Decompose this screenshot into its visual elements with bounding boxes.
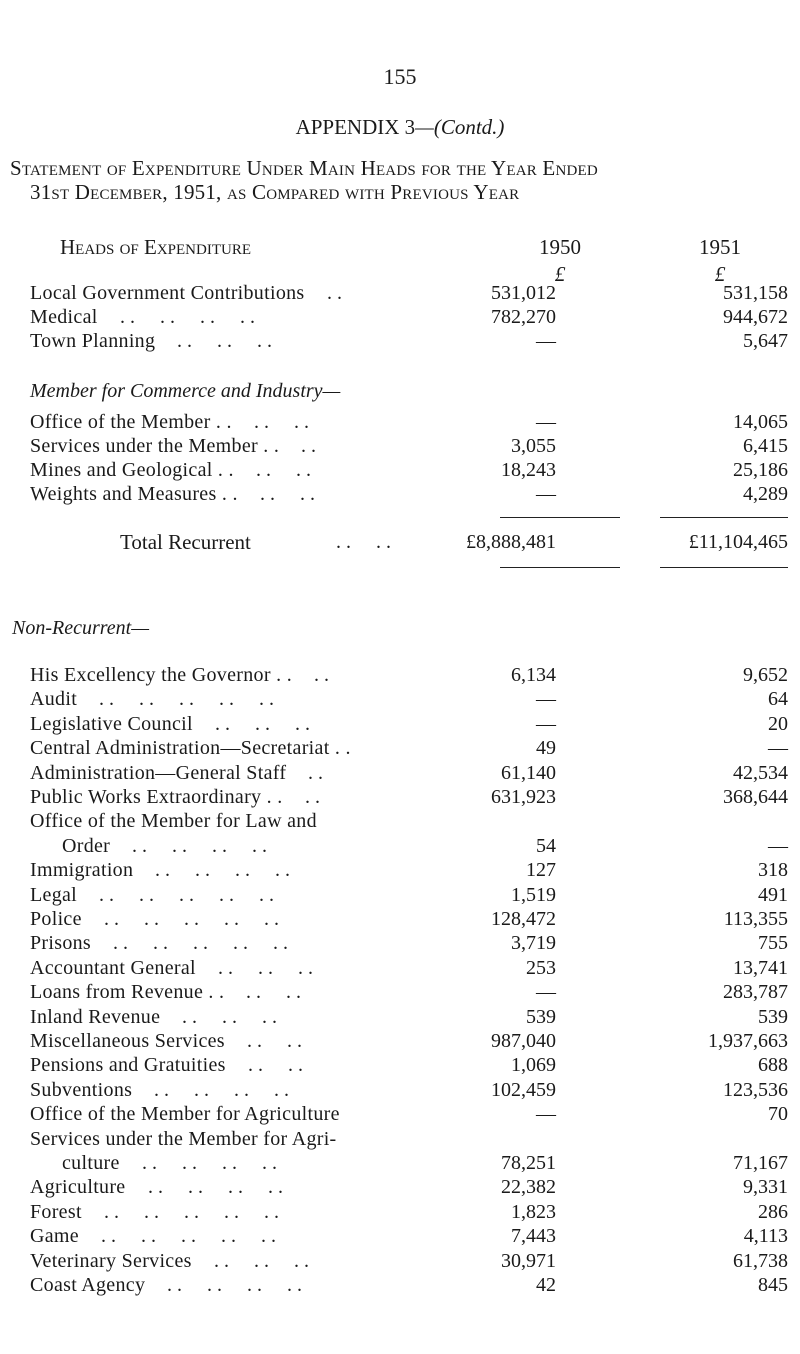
row-label: Office of the Member for Law and (30, 810, 317, 833)
value-1950: 7,443 (511, 1225, 556, 1248)
table-row (0, 882, 800, 908)
leader-dots: . . . . (248, 1054, 303, 1077)
value-1951: 4,289 (743, 483, 788, 505)
value-1950: 78,251 (501, 1152, 556, 1174)
value-1950: 6,134 (511, 664, 556, 686)
value-1950: 30,971 (501, 1249, 556, 1272)
value-1951: 318 (758, 859, 788, 882)
leader-dots: . . . . . . . . . . (99, 883, 274, 906)
row-label: Game (30, 1225, 79, 1248)
row-label: Subventions (30, 1078, 133, 1101)
leader-dots: . . . . . . . . . . (113, 932, 288, 955)
row-label: Accountant General (30, 956, 196, 979)
leader-dots: . . (327, 282, 342, 304)
table-row (0, 1004, 800, 1030)
value-1950: 3,719 (511, 932, 556, 955)
table-row (0, 1126, 800, 1152)
appendix-label: APPENDIX 3 (295, 115, 416, 139)
table-row (0, 280, 800, 306)
leader-dots: . . . . (256, 459, 311, 481)
value-1950: 3,055 (511, 435, 556, 457)
row-label: Services under the Member for Agri- (30, 1127, 337, 1150)
statement-heading-line1: Statement of Expenditure Under Main Heads for the Year Ended (10, 156, 598, 180)
value-1951: 9,652 (743, 664, 788, 686)
value-1950: — (536, 1103, 556, 1126)
leader-dots: . . . . (247, 1030, 302, 1052)
table-row (0, 662, 800, 688)
leader-dots: . . . . . . . . (154, 1078, 289, 1101)
value-1950: — (536, 483, 556, 505)
value-1951: — (768, 834, 788, 857)
value-1951: 283,787 (723, 981, 788, 1004)
leader-dots: . . . . . . (215, 712, 310, 735)
value-1950: 1,823 (511, 1200, 556, 1223)
leader-dots: . . (314, 664, 329, 686)
value-1951: 5,647 (743, 330, 788, 352)
leader-dots: . . . . . . . . (120, 306, 255, 328)
value-1950: 127 (526, 859, 556, 882)
appendix-title (0, 115, 800, 140)
row-label: Public Works Extraordinary . . (30, 786, 283, 808)
page-number: 155 (383, 64, 417, 89)
value-1950: 42 (536, 1274, 556, 1296)
table-row (0, 760, 800, 786)
row-label: Local Government Contributions (30, 282, 305, 304)
row-label: Weights and Measures . . (30, 483, 238, 505)
value-1950: — (536, 712, 556, 735)
row-label: Loans from Revenue . . (30, 981, 225, 1004)
rule-above-total-1950 (500, 517, 620, 518)
currency-1950: £ (554, 262, 566, 286)
leader-dots: . . . . . . . . (167, 1274, 302, 1296)
value-1951: 123,536 (723, 1078, 788, 1101)
table-row (0, 1272, 800, 1298)
value-1951: 25,186 (733, 459, 788, 481)
table-row (0, 1077, 800, 1103)
row-label: Medical (30, 306, 98, 328)
table-row (0, 979, 800, 1005)
value-1951: 286 (758, 1200, 788, 1223)
value-1951: 688 (758, 1054, 788, 1077)
table-row (0, 686, 800, 712)
statement-heading-line2: 31st December, 1951, as Compared with Previous Year (30, 180, 520, 204)
value-1950: 54 (536, 834, 556, 857)
table-row (0, 304, 800, 330)
row-label: Miscellaneous Services (30, 1030, 225, 1052)
row-label: His Excellency the Governor . . (30, 664, 292, 686)
currency-1951: £ (714, 262, 726, 286)
row-label: Administration—General Staff (30, 761, 287, 784)
leader-dots: . . . . (254, 411, 309, 433)
value-1950: 987,040 (491, 1030, 556, 1052)
leader-dots: . . . . . . (218, 956, 313, 979)
value-1951: 14,065 (733, 411, 788, 433)
leader-dots: . . . . (246, 981, 301, 1004)
value-1950: 49 (536, 737, 556, 760)
value-1951: 13,741 (733, 956, 788, 979)
table-row (0, 1150, 800, 1176)
value-1951: 6,415 (743, 435, 788, 457)
row-label: Coast Agency (30, 1274, 146, 1296)
value-1951: 113,355 (723, 908, 788, 930)
value-1950: 1,519 (511, 883, 556, 906)
value-1950: 631,923 (491, 786, 556, 808)
value-1950: 1,069 (511, 1054, 556, 1077)
row-label: Office of the Member . . (30, 411, 232, 433)
leader-dots: . . . . . . . . . . (104, 1200, 279, 1223)
table-row (0, 1052, 800, 1078)
row-label: culture (62, 1152, 120, 1174)
leader-dots: . . . . . . (214, 1249, 309, 1272)
leader-dots: . . . . . . . . (142, 1152, 277, 1174)
column-header-1950: 1950 (539, 235, 581, 259)
row-label: Services under the Member . . (30, 435, 280, 457)
rule-below-total-1951 (660, 567, 788, 568)
leader-dots: . . . . . . . . (155, 859, 290, 882)
leader-dots: . . . . (260, 483, 315, 505)
value-1950: 22,382 (501, 1176, 556, 1199)
table-row (0, 1028, 800, 1054)
value-1950: 18,243 (501, 459, 556, 481)
row-label: Pensions and Gratuities (30, 1054, 226, 1077)
value-1950: — (536, 330, 556, 352)
table-row (0, 784, 800, 810)
table-row (0, 328, 800, 354)
value-1951: 1,937,663 (708, 1030, 788, 1052)
value-1951: 64 (768, 688, 788, 711)
row-label: Veterinary Services (30, 1249, 192, 1272)
table-row (0, 409, 800, 435)
rule-above-total-1951 (660, 517, 788, 518)
row-label: Mines and Geological . . (30, 459, 234, 481)
table-row (0, 955, 800, 981)
table-row (0, 857, 800, 883)
value-1951: — (768, 737, 788, 760)
leader-dots: . . . . . . . . . . (99, 688, 274, 711)
value-1950: 531,012 (491, 282, 556, 304)
leader-dots: . . . . . . . . . . (104, 908, 279, 930)
table-row (0, 735, 800, 761)
row-label: Agriculture (30, 1176, 126, 1199)
table-row (0, 906, 800, 932)
value-1951: 71,167 (733, 1152, 788, 1174)
value-1950: 782,270 (491, 306, 556, 328)
value-1950: — (536, 981, 556, 1004)
row-label: Police (30, 908, 82, 930)
section-commerce-industry: Member for Commerce and Industry— (30, 380, 341, 402)
table-row (0, 433, 800, 459)
value-1951: 755 (758, 932, 788, 955)
row-label: Central Administration—Secretariat . . (30, 737, 351, 760)
value-1951: 531,158 (723, 282, 788, 304)
column-header-1951: 1951 (699, 235, 741, 259)
section-non-recurrent: Non-Recurrent— (12, 617, 150, 639)
table-row (0, 833, 800, 859)
value-1950: — (536, 688, 556, 711)
rule-below-total-1950 (500, 567, 620, 568)
value-1951: 70 (768, 1103, 788, 1126)
total-recurrent-label: Total Recurrent (120, 530, 251, 554)
row-label: Town Planning (30, 330, 156, 352)
leader-dots: . . . . (336, 531, 391, 553)
row-label: Prisons (30, 932, 92, 955)
leader-dots: . . (301, 435, 316, 457)
value-1951: 4,113 (743, 1225, 788, 1248)
table-row (0, 1248, 800, 1274)
value-1951: 42,534 (733, 761, 788, 784)
table-row (0, 1101, 800, 1127)
row-label: Office of the Member for Agriculture (30, 1103, 340, 1126)
value-1951: 491 (758, 883, 788, 906)
value-1951: 61,738 (733, 1249, 788, 1272)
row-label: Order (62, 834, 111, 857)
table-row (0, 457, 800, 483)
value-1951: 368,644 (723, 786, 788, 808)
total-1950: £8,888,481 (466, 531, 556, 553)
table-row (0, 1174, 800, 1200)
total-1951: £11,104,465 (688, 531, 788, 553)
row-label: Forest (30, 1200, 82, 1223)
leader-dots: . . . . . . . . (148, 1176, 283, 1199)
row-label: Audit (30, 688, 78, 711)
value-1950: 61,140 (501, 761, 556, 784)
value-1951: 944,672 (723, 306, 788, 328)
table-row (0, 481, 800, 507)
row-label: Inland Revenue (30, 1005, 161, 1028)
leader-dots: . . . . . . . . . . (101, 1225, 276, 1248)
table-row (0, 1199, 800, 1225)
leader-dots: . . (308, 761, 323, 784)
value-1950: 128,472 (491, 908, 556, 930)
appendix-contd: —(Contd.) (415, 115, 505, 139)
value-1951: 845 (758, 1274, 788, 1296)
value-1950: 102,459 (491, 1078, 556, 1101)
value-1951: 9,331 (743, 1176, 788, 1199)
table-row (0, 1223, 800, 1249)
row-label: Legal (30, 883, 78, 906)
value-1950: 539 (526, 1005, 556, 1028)
leader-dots: . . . . . . (182, 1005, 277, 1028)
heads-of-expenditure-header: Heads of Expenditure (60, 235, 251, 259)
value-1950: 253 (526, 956, 556, 979)
value-1950: — (536, 411, 556, 433)
leader-dots: . . (305, 786, 320, 808)
table-row (0, 930, 800, 956)
value-1951: 539 (758, 1005, 788, 1028)
table-row (0, 808, 800, 834)
row-label: Legislative Council (30, 712, 193, 735)
table-row (0, 711, 800, 737)
leader-dots: . . . . . . . . (132, 834, 267, 857)
row-label: Immigration (30, 859, 134, 882)
total-recurrent-row (0, 529, 800, 555)
value-1951: 20 (768, 712, 788, 735)
leader-dots: . . . . . . (177, 330, 272, 352)
